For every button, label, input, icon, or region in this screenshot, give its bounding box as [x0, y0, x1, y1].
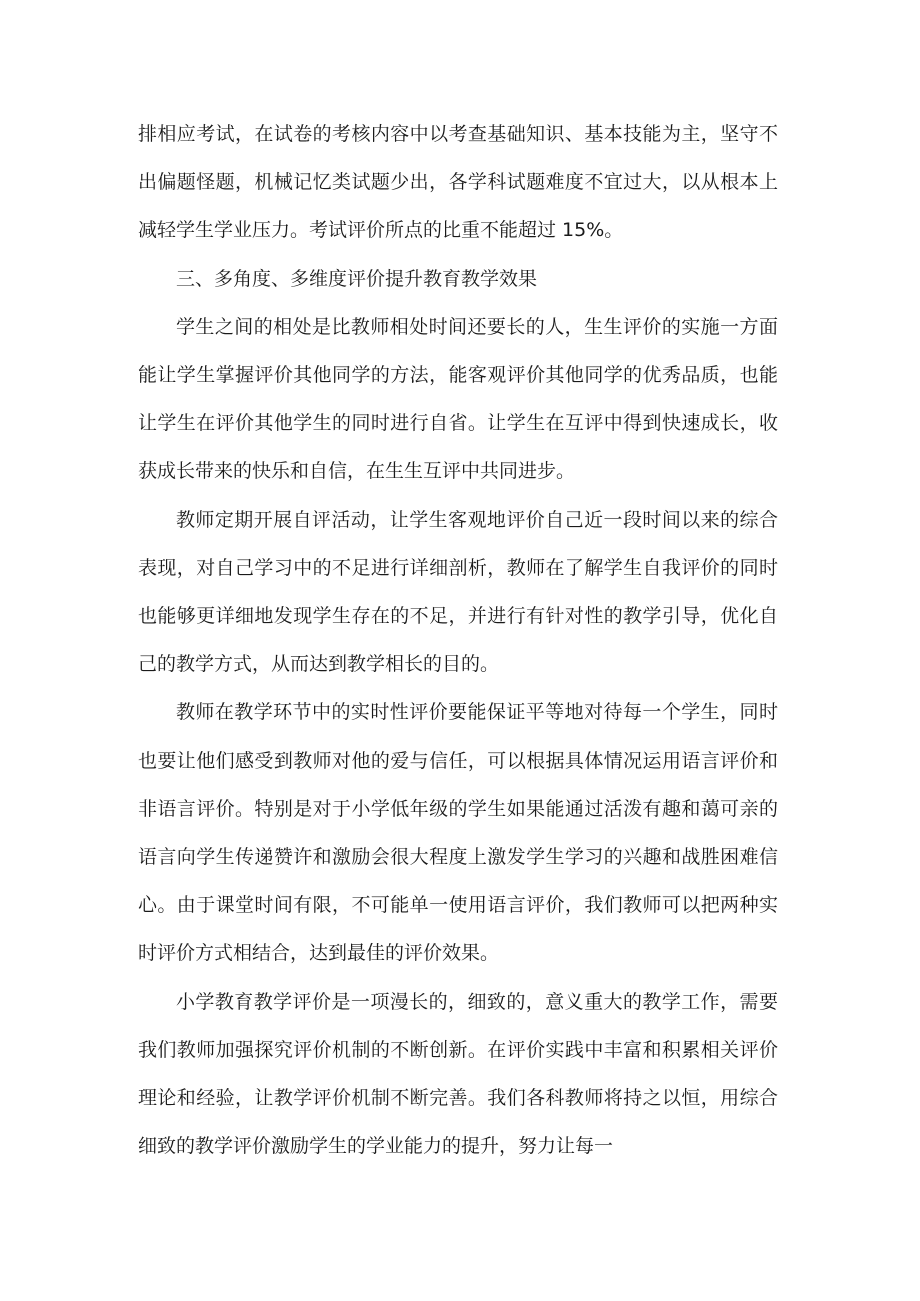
paragraph-peer-evaluation: 学生之间的相处是比教师相处时间还要长的人，生生评价的实施一方面能让学生掌握评价其他同学的方法，能客观评价其他同学的优秀品质，也能让学生在评价其他学生的同时进行自省。让学生在互评中得到快速成长，收获成长带来的快乐和自信，在生生互评中共同进步。 — [138, 315, 778, 483]
paragraph-exam-continuation: 排相应考试，在试卷的考核内容中以考查基础知识、基本技能为主，坚守不出偏题怪题，机械记忆类试题少出，各学科试题难度不宜过大，以从根本上减轻学生学业压力。考试评价所点的比重不能超过 15%。 — [138, 123, 778, 242]
paragraph-conclusion: 小学教育教学评价是一项漫长的，细致的，意义重大的教学工作，需要我们教师加强探究评价机制的不断创新。在评价实践中丰富和积累相关评价理论和经验，让教学评价机制不断完善。我们各科教师将持之以恒，用综合细致的教学评价激励学生的学业能力的提升，努力让每一 — [138, 990, 778, 1158]
section-heading-three: 三、多角度、多维度评价提升教育教学效果 — [176, 267, 538, 290]
paragraph-self-evaluation: 教师定期开展自评活动，让学生客观地评价自己近一段时间以来的综合表现，对自己学习中的不足进行详细剖析，教师在了解学生自我评价的同时也能够更详细地发现学生存在的不足，并进行有针对性的教学引导，优化自己的教学方式，从而达到教学相长的目的。 — [138, 508, 778, 676]
paragraph-realtime-evaluation: 教师在教学环节中的实时性评价要能保证平等地对待每一个学生，同时也要让他们感受到教师对他的爱与信任，可以根据具体情况运用语言评价和非语言评价。特别是对于小学低年级的学生如果能通过活泼有趣和蔼可亲的语言向学生传递赞许和激励会很大程度上激发学生学习的兴趣和战胜困难信心。由于课堂时间有限，不可能单一使用语言评价，我们教师可以把两种实时评价方式相结合，达到最佳的评价效果。 — [138, 701, 778, 965]
document-body — [138, 110, 778, 1170]
